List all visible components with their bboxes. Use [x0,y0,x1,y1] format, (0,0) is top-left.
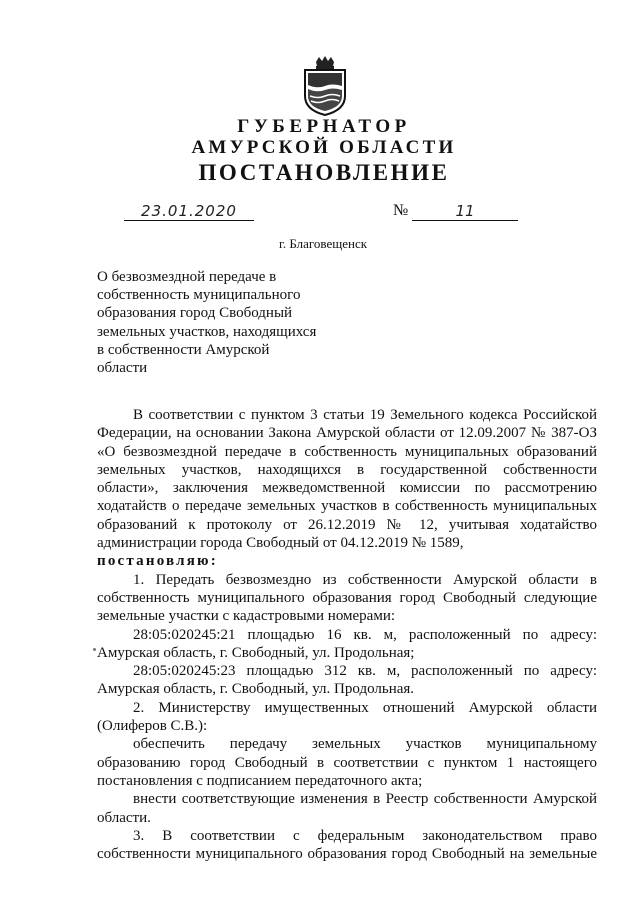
body-line: 1. Передать безвозмездно из собственности Амурской области в [133,571,597,588]
body-line: В соответствии с пунктом 3 статьи 19 Земельного кодекса Российской [133,407,597,423]
body-line: 28:05:020245:23 площадью 312 кв. м, расположенный по адресу: [133,663,597,680]
subject-line: собственность муниципального [97,287,301,304]
amur-coat-of-arms-icon [302,56,348,116]
subject-line: области [97,360,148,377]
body-line: 3. В соответствии с федеральным законодательством право [133,827,597,844]
city-line: г. Благовещенск [278,236,368,251]
body-line: области. [97,809,151,826]
body-line: области», заключения межведомственной комиссии по рассмотрению [97,480,597,497]
body-line: собственность муниципального образования город Свободный следующие [97,589,597,606]
body-line: Амурская область, г. Свободный, ул. Продольная; [97,644,415,661]
body-line: ходатайств о передаче земельных участков в собственность муниципальных [97,498,597,515]
document-number: 11 [412,204,518,221]
body-line: (Олиферов С.В.): [97,718,208,735]
subject-line: земельных участков, находящихся [97,323,317,340]
document-date: 23.01.2020 [124,204,254,221]
resolution-word: постановляю: [97,553,218,570]
body-line: обеспечить передачу земельных участков муниципальному [133,736,597,753]
body-line: земельные участки с кадастровыми номерами: [97,608,396,625]
subject-line: в собственности Амурской [97,341,270,358]
body-line: образований к протоколу от 26.12.2019 № 12, учитывая ходатайство [97,516,597,533]
body-line: собственности муниципального образования город Свободный на земельные [97,846,597,863]
scan-speck [93,648,96,651]
document-body [97,406,597,863]
body-line: земельных участков, находящихся в государственной собственности [97,461,597,478]
body-line: образованию город Свободный в соответствии с пунктом 1 настоящего [97,754,597,771]
body-line: Амурская область, г. Свободный, ул. Продольная. [97,681,415,698]
body-line: 2. Министерству имущественных отношений Амурской области [133,699,597,716]
body-line: 28:05:020245:21 площадью 16 кв. м, расположенный по адресу: [133,626,597,643]
document-subject [97,268,337,377]
subject-line: О безвозмездной передаче в [97,269,277,285]
number-label: № [393,202,409,219]
body-line: Федерации, на основании Закона Амурской области от 12.09.2007 № 387-ОЗ [97,425,597,442]
body-line: постановления с подписанием передаточного акта; [97,772,423,789]
body-line: внести соответствующие изменения в Реестр собственности Амурской [133,791,597,808]
header-region: АМУРСКОЙ ОБЛАСТИ [191,137,457,158]
subject-line: образования город Свободный [97,305,293,322]
header-governor: ГУБЕРНАТОР [237,116,411,137]
body-line: администрации города Свободный от 04.12.2019 № 1589, [97,535,464,552]
document-type-title: ПОСТАНОВЛЕНИЕ [198,160,450,185]
body-line: «О безвозмездной передаче в собственность муниципальных образований [97,443,597,460]
